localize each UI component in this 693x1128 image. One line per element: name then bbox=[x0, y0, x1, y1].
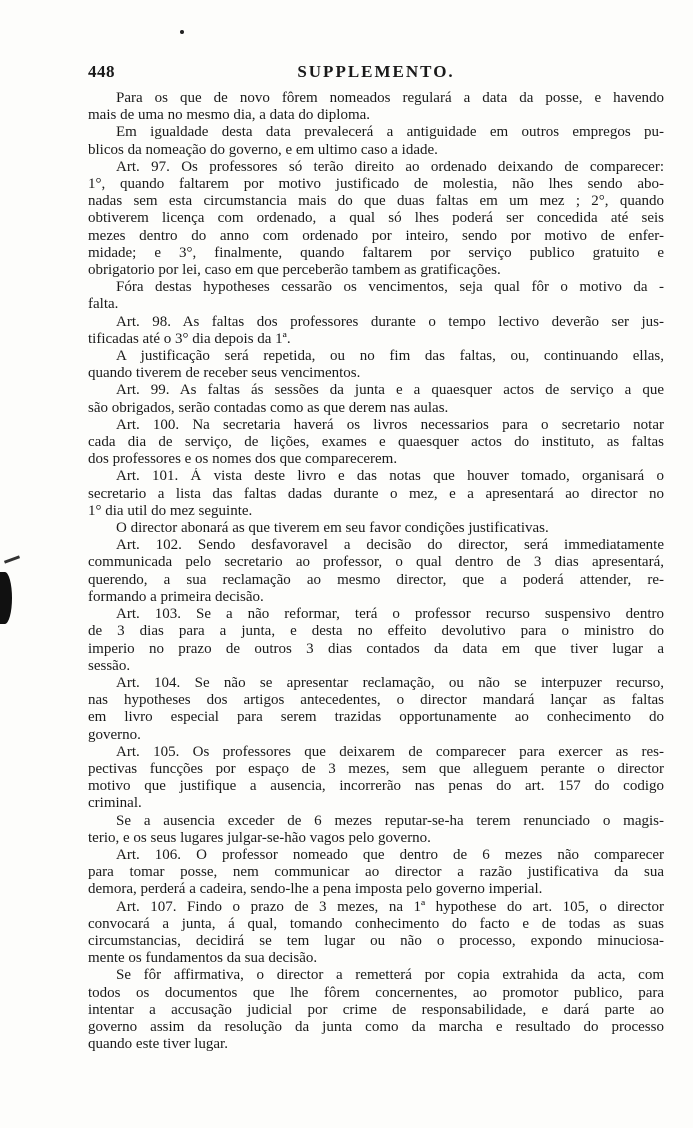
text-line: Se fôr affirmativa, o director a remetterá por copia extrahida da acta, com bbox=[116, 967, 664, 984]
text-line: Art. 105. Os professores que deixarem de comparecer para exercer as res- bbox=[116, 743, 664, 760]
text-line: criminal. bbox=[88, 795, 142, 812]
text-line: convocará a junta, á qual, tomando conhecimento do facto e de todas as suas bbox=[88, 915, 664, 932]
text-line: Art. 107. Findo o prazo de 3 mezes, na 1ª hypothese do art. 105, o director bbox=[116, 898, 664, 915]
text-line: Em igualdade desta data prevalecerá a antiguidade em outros empregos pu- bbox=[116, 124, 664, 141]
text-line: Art. 104. Se não se apresentar reclamação, ou não se interpuzer recurso, bbox=[116, 674, 664, 691]
body-text bbox=[88, 90, 664, 1053]
text-line: mais de uma no mesmo dia, a data do diploma. bbox=[88, 107, 371, 124]
text-line: nas hypotheses dos artigos antecedentes, o director mandará lançar as faltas bbox=[88, 692, 664, 709]
text-line: quando este tiver lugar. bbox=[88, 1036, 228, 1053]
text-line: Art. 100. Na secretaria haverá os livros necessarios para o secretario notar bbox=[116, 416, 664, 433]
text-line: querendo, a sua reclamação ao mesmo director, que a poderá attender, re- bbox=[88, 571, 664, 588]
text-line: communicada pelo secretario ao professor, o qual dentro de 3 dias apresentará, bbox=[88, 554, 664, 571]
text-line: para tomar posse, nem communicar ao director a razão justificativa da sua bbox=[88, 864, 664, 881]
page-header bbox=[88, 60, 664, 86]
text-line: Art. 97. Os professores só terão direito ao ordenado deixando de comparecer: bbox=[116, 158, 664, 175]
text-line: Se a ausencia exceder de 6 mezes reputar-se-ha terem renunciado o magis- bbox=[116, 812, 664, 829]
text-line: mente os fundamentos da sua decisão. bbox=[88, 950, 318, 967]
text-line: Art. 98. As faltas dos professores durante o tempo lectivo deverão ser jus- bbox=[116, 313, 664, 330]
text-line: 1°, quando faltarem por motivo justificado de molestia, não lhes sendo abo- bbox=[88, 176, 664, 193]
text-line: Fóra destas hypotheses cessarão os vencimentos, seja qual fôr o motivo da - bbox=[116, 279, 664, 296]
text-line: Art. 101. Á vista deste livro e das notas que houver tomado, organisará o bbox=[116, 468, 664, 485]
text-line: Art. 99. As faltas ás sessões da junta e a quaesquer actos de serviço a que bbox=[116, 382, 664, 399]
running-head: SUPPLEMENTO. bbox=[297, 62, 455, 81]
text-line: imperio no prazo de outros 3 dias contados da data em que tiver lugar a bbox=[88, 640, 664, 657]
text-line: motivo que justifique a ausencia, incorrerão nas penas do art. 157 do codigo bbox=[88, 778, 664, 795]
text-line: todos os documentos que lhe fôrem concernentes, ao promotor publico, para bbox=[88, 984, 664, 1001]
text-line: cada dia de serviço, de lições, exames e quaesquer actos do instituto, as faltas bbox=[88, 434, 664, 451]
text-line: de 3 dias para a junta, e desta no effeito devolutivo para o ministro do bbox=[88, 623, 664, 640]
text-line: midade; e 3°, finalmente, quando faltarem por serviço publico gratuito e bbox=[88, 244, 664, 261]
text-line: 1° dia util do mez seguinte. bbox=[88, 502, 253, 519]
text-line: mezes dentro do anno com ordenado por inteiro, sendo por motivo de enfer- bbox=[88, 227, 664, 244]
text-line: em livro especial para serem trazidas opportunamente ao conhecimento do bbox=[88, 709, 664, 726]
text-line: obrigatorio por lei, caso em que perceberão tambem as gratificações. bbox=[88, 262, 501, 279]
text-line: governo. bbox=[88, 726, 141, 743]
text-line: dos professores e os nomes dos que comparecerem. bbox=[88, 451, 398, 468]
text-line: quando tiverem de receber seus vencimentos. bbox=[88, 365, 361, 382]
text-line: tificadas até o 3° dia depois da 1ª. bbox=[88, 330, 291, 347]
edge-ink-mark bbox=[4, 555, 20, 563]
text-line: falta. bbox=[88, 296, 119, 313]
text-line: Para os que de novo fôrem nomeados regulará a data da posse, e havendo bbox=[116, 90, 664, 106]
text-line: demora, perderá a cadeira, sendo-lhe a pena imposta pelo governo imperial. bbox=[88, 881, 543, 898]
text-line: circumstancias, decidirá se tem lugar ou não o processo, expondo minuciosa- bbox=[88, 932, 664, 949]
text-line: nadas sem esta circumstancia mais do que duas faltas em um mez ; 2°, quando bbox=[88, 193, 664, 210]
text-line: blicos da nomeação do governo, e em ultimo caso a idade. bbox=[88, 141, 438, 158]
text-line: O director abonará as que tiverem em seu favor condições justificativas. bbox=[116, 520, 549, 537]
text-line: Art. 102. Sendo desfavoravel a decisão do director, será immediatamente bbox=[116, 537, 664, 554]
text-line: terio, e os seus lugares julgar-se-hão vagos pelo governo. bbox=[88, 829, 431, 846]
text-line: Art. 106. O professor nomeado que dentro de 6 mezes não comparecer bbox=[116, 846, 664, 863]
text-line: sessão. bbox=[88, 657, 131, 674]
text-line: secretario a lista das faltas dadas durante o mez, e a apresentará ao director no bbox=[88, 485, 664, 502]
text-line: intentar a accusação judicial por crime de responsabilidade, e dará parte ao bbox=[88, 1001, 664, 1018]
text-line: formando a primeira decisão. bbox=[88, 588, 264, 605]
text-line: são obrigados, serão contadas como as que derem nas aulas. bbox=[88, 399, 449, 416]
text-line: obtiverem licença com ordenado, a qual só lhes poderá ser concedida até seis bbox=[88, 210, 664, 227]
text-line: Art. 103. Se a não reformar, terá o professor recurso suspensivo dentro bbox=[116, 606, 664, 623]
edge-ink-blot bbox=[0, 572, 12, 624]
text-line: A justificação será repetida, ou no fim das faltas, ou, continuando ellas, bbox=[116, 348, 664, 365]
text-line: pectivas funcções por espaço de 3 mezes, sem que alleguem perante o director bbox=[88, 760, 664, 777]
ink-speck bbox=[180, 30, 184, 34]
text-line: governo assim da resolução da junta como da marcha e resultado do processo bbox=[88, 1018, 664, 1035]
page-number: 448 bbox=[88, 62, 115, 81]
